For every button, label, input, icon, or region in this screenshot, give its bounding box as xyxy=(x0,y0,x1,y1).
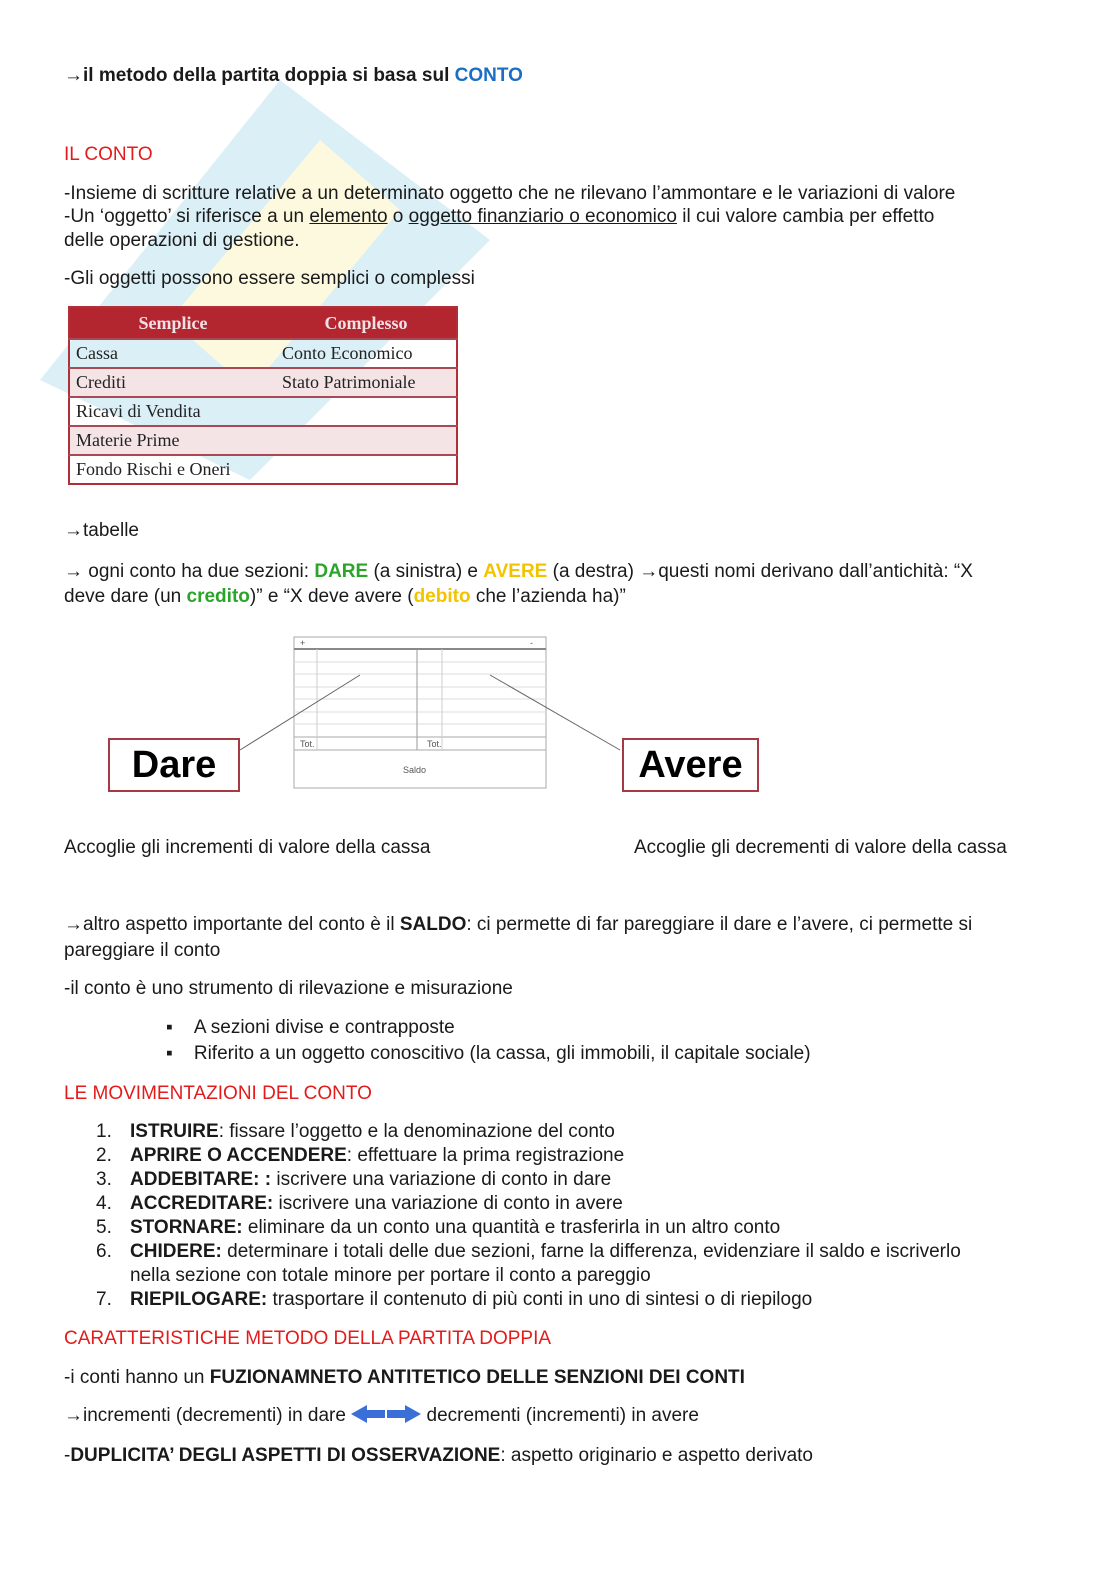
table-cell: Crediti xyxy=(69,368,276,397)
examples-table xyxy=(68,306,458,485)
table-cell xyxy=(276,455,457,484)
caption-right: Accoglie gli decrementi di valore della cassa xyxy=(634,837,1007,858)
table-cell: Stato Patrimoniale xyxy=(276,368,457,397)
intro-line: →il metodo della partita doppia si basa sul CONTO xyxy=(64,65,523,86)
text-line: delle operazioni di gestione. xyxy=(64,230,300,251)
text-line: -Insieme di scritture relative a un determinato oggetto che ne rilevano l’ammontare e le variazioni di valore xyxy=(64,183,956,204)
list-item: 1. ISTRUIRE: fissare l’oggetto e la denominazione del conto xyxy=(96,1121,615,1142)
text-line: -Gli oggetti possono essere semplici o complessi xyxy=(64,268,475,289)
caption-left: Accoglie gli incrementi di valore della cassa xyxy=(64,837,431,858)
table-cell: Materie Prime xyxy=(69,426,276,455)
list-item: 3. ADDEBITARE: : iscrivere una variazione di conto in dare xyxy=(96,1169,612,1190)
list-item: 7. RIEPILOGARE: trasportare il contenuto di più conti in uno di sintesi o di riepilogo xyxy=(96,1289,813,1310)
table-cell xyxy=(276,426,457,455)
table-header: Semplice xyxy=(69,307,276,339)
list-item-continuation: nella sezione con totale minore per portare il conto a pareggio xyxy=(130,1265,651,1286)
list-item: 6. CHIDERE: determinare i totali delle due sezioni, farne la differenza, evidenziare il saldo e iscriverlo xyxy=(96,1241,961,1262)
dare-label: Dare xyxy=(108,738,240,792)
table-row xyxy=(69,426,457,455)
bullet-item: ▪ Riferito a un oggetto conoscitivo (la cassa, gli immobili, il capitale sociale) xyxy=(166,1043,811,1064)
list-item: 5. STORNARE: eliminare da un conto una quantità e trasferirla in un altro conto xyxy=(96,1217,781,1238)
text-line: deve dare (un credito)” e “X deve avere (debito che l’azienda ha)” xyxy=(64,586,626,607)
tabelle-line: →tabelle xyxy=(64,520,139,541)
bullet-item: ▪ A sezioni divise e contrapposte xyxy=(166,1017,455,1038)
minus-sign: - xyxy=(530,638,533,648)
tot-right: Tot. xyxy=(427,739,442,749)
table-row xyxy=(69,455,457,484)
list-item: 4. ACCREDITARE: iscrivere una variazione di conto in avere xyxy=(96,1193,623,1214)
table-cell: Fondo Rischi e Oneri xyxy=(69,455,276,484)
table-row xyxy=(69,368,457,397)
table-header: Complesso xyxy=(276,307,457,339)
tot-left: Tot. xyxy=(300,739,315,749)
list-item: 2. APRIRE O ACCENDERE: effettuare la prima registrazione xyxy=(96,1145,625,1166)
table-cell: Conto Economico xyxy=(276,339,457,368)
text-line: -i conti hanno un FUZIONAMNETO ANTITETICO DELLE SENZIONI DEI CONTI xyxy=(64,1367,745,1388)
text-line: -DUPLICITA’ DEGLI ASPETTI DI OSSERVAZIONE: aspetto originario e aspetto derivato xyxy=(64,1445,813,1466)
text-line: →altro aspetto importante del conto è il SALDO: ci permette di far pareggiare il dare e l’avere, ci permette si xyxy=(64,914,973,935)
double-arrow-icon xyxy=(351,1404,421,1424)
table-row xyxy=(69,339,457,368)
avere-label: Avere xyxy=(622,738,759,792)
text-line: -Un ‘oggetto’ si riferisce a un elemento o oggetto finanziario o economico il cui valore cambia per effetto xyxy=(64,206,935,227)
section-title-movimentazioni: LE MOVIMENTAZIONI DEL CONTO xyxy=(64,1083,372,1104)
text-line: →incrementi (decrementi) in dare decrementi (incrementi) in avere xyxy=(64,1405,699,1426)
text-line: pareggiare il conto xyxy=(64,940,221,961)
text-line: -il conto è uno strumento di rilevazione e misurazione xyxy=(64,978,513,999)
table-row xyxy=(69,397,457,426)
saldo-label: Saldo xyxy=(403,765,427,775)
table-cell xyxy=(276,397,457,426)
text-line: → ogni conto ha due sezioni: DARE (a sinistra) e AVERE (a destra) →questi nomi derivano dall’antichità: “X xyxy=(64,561,973,582)
table-cell: Ricavi di Vendita xyxy=(69,397,276,426)
plus-sign: + xyxy=(300,638,306,648)
section-title-conto: IL CONTO xyxy=(64,144,153,165)
section-title-caratteristiche: CARATTERISTICHE METODO DELLA PARTITA DOPPIA xyxy=(64,1328,552,1349)
table-cell: Cassa xyxy=(69,339,276,368)
